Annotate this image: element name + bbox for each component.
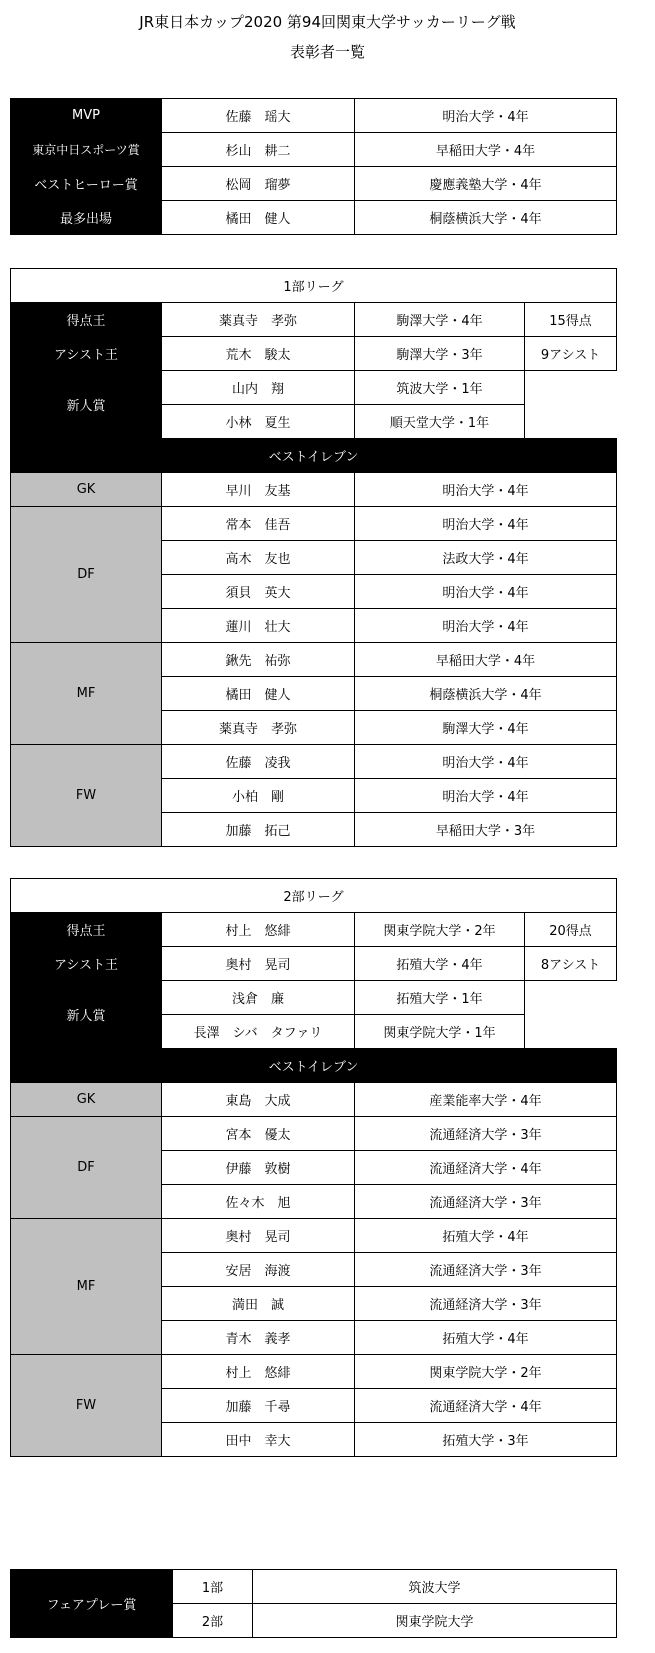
table-row: [11, 473, 617, 507]
school-year: 拓殖大学・4年: [355, 1321, 617, 1355]
school-year: 流通経済大学・3年: [355, 1185, 617, 1219]
table-row: [11, 439, 617, 473]
player-name: 満田 誠: [162, 1287, 355, 1321]
table-row: [11, 1219, 617, 1253]
player-name: 安居 海渡: [162, 1253, 355, 1287]
position-label: FW: [11, 1355, 162, 1457]
award-label: 東京中日スポーツ賞: [11, 133, 162, 167]
table-row: [11, 371, 617, 405]
table-row: [11, 303, 617, 337]
award-label: アシスト王: [11, 947, 162, 981]
award-label: 得点王: [11, 303, 162, 337]
table-row: [11, 1570, 617, 1604]
position-label: GK: [11, 1083, 162, 1117]
table-row: [11, 1083, 617, 1117]
position-label: DF: [11, 507, 162, 643]
player-name: 松岡 瑠夢: [162, 167, 355, 201]
school-year: 明治大学・4年: [355, 745, 617, 779]
player-name: 高木 友也: [162, 541, 355, 575]
school-year: 駒澤大学・3年: [355, 337, 525, 371]
player-name: 杉山 耕二: [162, 133, 355, 167]
award-label: 新人賞: [11, 981, 162, 1049]
school-year: 明治大学・4年: [355, 99, 617, 133]
school-year: 関東学院大学・2年: [355, 913, 525, 947]
stat-value: 20得点: [525, 913, 617, 947]
school-year: 明治大学・4年: [355, 473, 617, 507]
table-row: [11, 981, 617, 1015]
school-year: 明治大学・4年: [355, 507, 617, 541]
school-year: 駒澤大学・4年: [355, 303, 525, 337]
fairplay-table: [10, 1569, 617, 1638]
player-name: 東島 大成: [162, 1083, 355, 1117]
player-name: 佐藤 瑶大: [162, 99, 355, 133]
league1-table: [10, 268, 617, 847]
player-name: 浅倉 廉: [162, 981, 355, 1015]
player-name: 佐々木 旭: [162, 1185, 355, 1219]
player-name: 伊藤 敦樹: [162, 1151, 355, 1185]
position-label: FW: [11, 745, 162, 847]
table-row: [11, 643, 617, 677]
player-name: 宮本 優太: [162, 1117, 355, 1151]
player-name: 加藤 拓己: [162, 813, 355, 847]
table-row: [11, 1355, 617, 1389]
school-year: 関東学院大学・2年: [355, 1355, 617, 1389]
stat-value: 9アシスト: [525, 337, 617, 371]
school-year: 慶應義塾大学・4年: [355, 167, 617, 201]
award-label: 得点王: [11, 913, 162, 947]
player-name: 常本 佳吾: [162, 507, 355, 541]
player-name: 小林 夏生: [162, 405, 355, 439]
school-year: 拓殖大学・4年: [355, 947, 525, 981]
award-label: ベストヒーロー賞: [11, 167, 162, 201]
player-name: 加藤 千尋: [162, 1389, 355, 1423]
table-row: [11, 1049, 617, 1083]
school-year: 産業能率大学・4年: [355, 1083, 617, 1117]
school-year: 流通経済大学・4年: [355, 1151, 617, 1185]
school-year: 駒澤大学・4年: [355, 711, 617, 745]
school-year: 関東学院大学・1年: [355, 1015, 525, 1049]
school-year: 筑波大学・1年: [355, 371, 525, 405]
player-name: 長澤 シバ タファリ: [162, 1015, 355, 1049]
table-row: [11, 201, 617, 235]
player-name: 早川 友基: [162, 473, 355, 507]
award-label: フェアプレー賞: [11, 1570, 173, 1638]
position-label: MF: [11, 1219, 162, 1355]
school-year: 流通経済大学・3年: [355, 1253, 617, 1287]
award-label: アシスト王: [11, 337, 162, 371]
best-eleven-heading: ベストイレブン: [11, 1049, 617, 1083]
table-row: [11, 337, 617, 371]
school-year: 法政大学・4年: [355, 541, 617, 575]
player-name: 橘田 健人: [162, 677, 355, 711]
table-row: [11, 269, 617, 303]
player-name: 鍬先 祐弥: [162, 643, 355, 677]
award-label: 最多出場: [11, 201, 162, 235]
empty-cell: [525, 371, 617, 439]
school-year: 流通経済大学・3年: [355, 1287, 617, 1321]
best-eleven-heading: ベストイレブン: [11, 439, 617, 473]
school-year: 明治大学・4年: [355, 609, 617, 643]
school-year: 早稲田大学・4年: [355, 643, 617, 677]
division-label: 1部: [173, 1570, 253, 1604]
position-label: DF: [11, 1117, 162, 1219]
league-heading: 1部リーグ: [11, 269, 617, 303]
table-row: [11, 99, 617, 133]
school-name: 筑波大学: [253, 1570, 617, 1604]
stat-value: 15得点: [525, 303, 617, 337]
table-row: [11, 507, 617, 541]
player-name: 荒木 駿太: [162, 337, 355, 371]
school-year: 順天堂大学・1年: [355, 405, 525, 439]
player-name: 村上 悠緋: [162, 913, 355, 947]
school-year: 拓殖大学・1年: [355, 981, 525, 1015]
page-title: JR東日本カップ2020 第94回関東大学サッカーリーグ戦: [139, 13, 516, 31]
award-label: MVP: [11, 99, 162, 133]
award-label: 新人賞: [11, 371, 162, 439]
stat-value: 8アシスト: [525, 947, 617, 981]
school-year: 早稲田大学・3年: [355, 813, 617, 847]
player-name: 須貝 英大: [162, 575, 355, 609]
school-year: 拓殖大学・3年: [355, 1423, 617, 1457]
school-year: 桐蔭横浜大学・4年: [355, 677, 617, 711]
player-name: 佐藤 凌我: [162, 745, 355, 779]
player-name: 奥村 晃司: [162, 1219, 355, 1253]
school-year: 明治大学・4年: [355, 575, 617, 609]
table-row: [11, 879, 617, 913]
table-row: [11, 167, 617, 201]
table-row: [11, 745, 617, 779]
school-year: 明治大学・4年: [355, 779, 617, 813]
table-row: [11, 133, 617, 167]
division-label: 2部: [173, 1604, 253, 1638]
league-heading: 2部リーグ: [11, 879, 617, 913]
table-row: [11, 947, 617, 981]
player-name: 小柏 剛: [162, 779, 355, 813]
player-name: 橘田 健人: [162, 201, 355, 235]
page-subtitle: 表彰者一覧: [289, 43, 365, 61]
league2-table: [10, 878, 617, 1457]
awards-table: [10, 98, 617, 235]
school-year: 拓殖大学・4年: [355, 1219, 617, 1253]
school-year: 桐蔭横浜大学・4年: [355, 201, 617, 235]
player-name: 薬真寺 孝弥: [162, 711, 355, 745]
school-year: 流通経済大学・4年: [355, 1389, 617, 1423]
position-label: GK: [11, 473, 162, 507]
player-name: 青木 義孝: [162, 1321, 355, 1355]
school-name: 関東学院大学: [253, 1604, 617, 1638]
player-name: 奥村 晃司: [162, 947, 355, 981]
position-label: MF: [11, 643, 162, 745]
table-row: [11, 913, 617, 947]
player-name: 田中 幸大: [162, 1423, 355, 1457]
school-year: 早稲田大学・4年: [355, 133, 617, 167]
table-row: [11, 1117, 617, 1151]
player-name: 薬真寺 孝弥: [162, 303, 355, 337]
player-name: 山内 翔: [162, 371, 355, 405]
school-year: 流通経済大学・3年: [355, 1117, 617, 1151]
player-name: 村上 悠緋: [162, 1355, 355, 1389]
player-name: 蓮川 壮大: [162, 609, 355, 643]
empty-cell: [525, 981, 617, 1049]
